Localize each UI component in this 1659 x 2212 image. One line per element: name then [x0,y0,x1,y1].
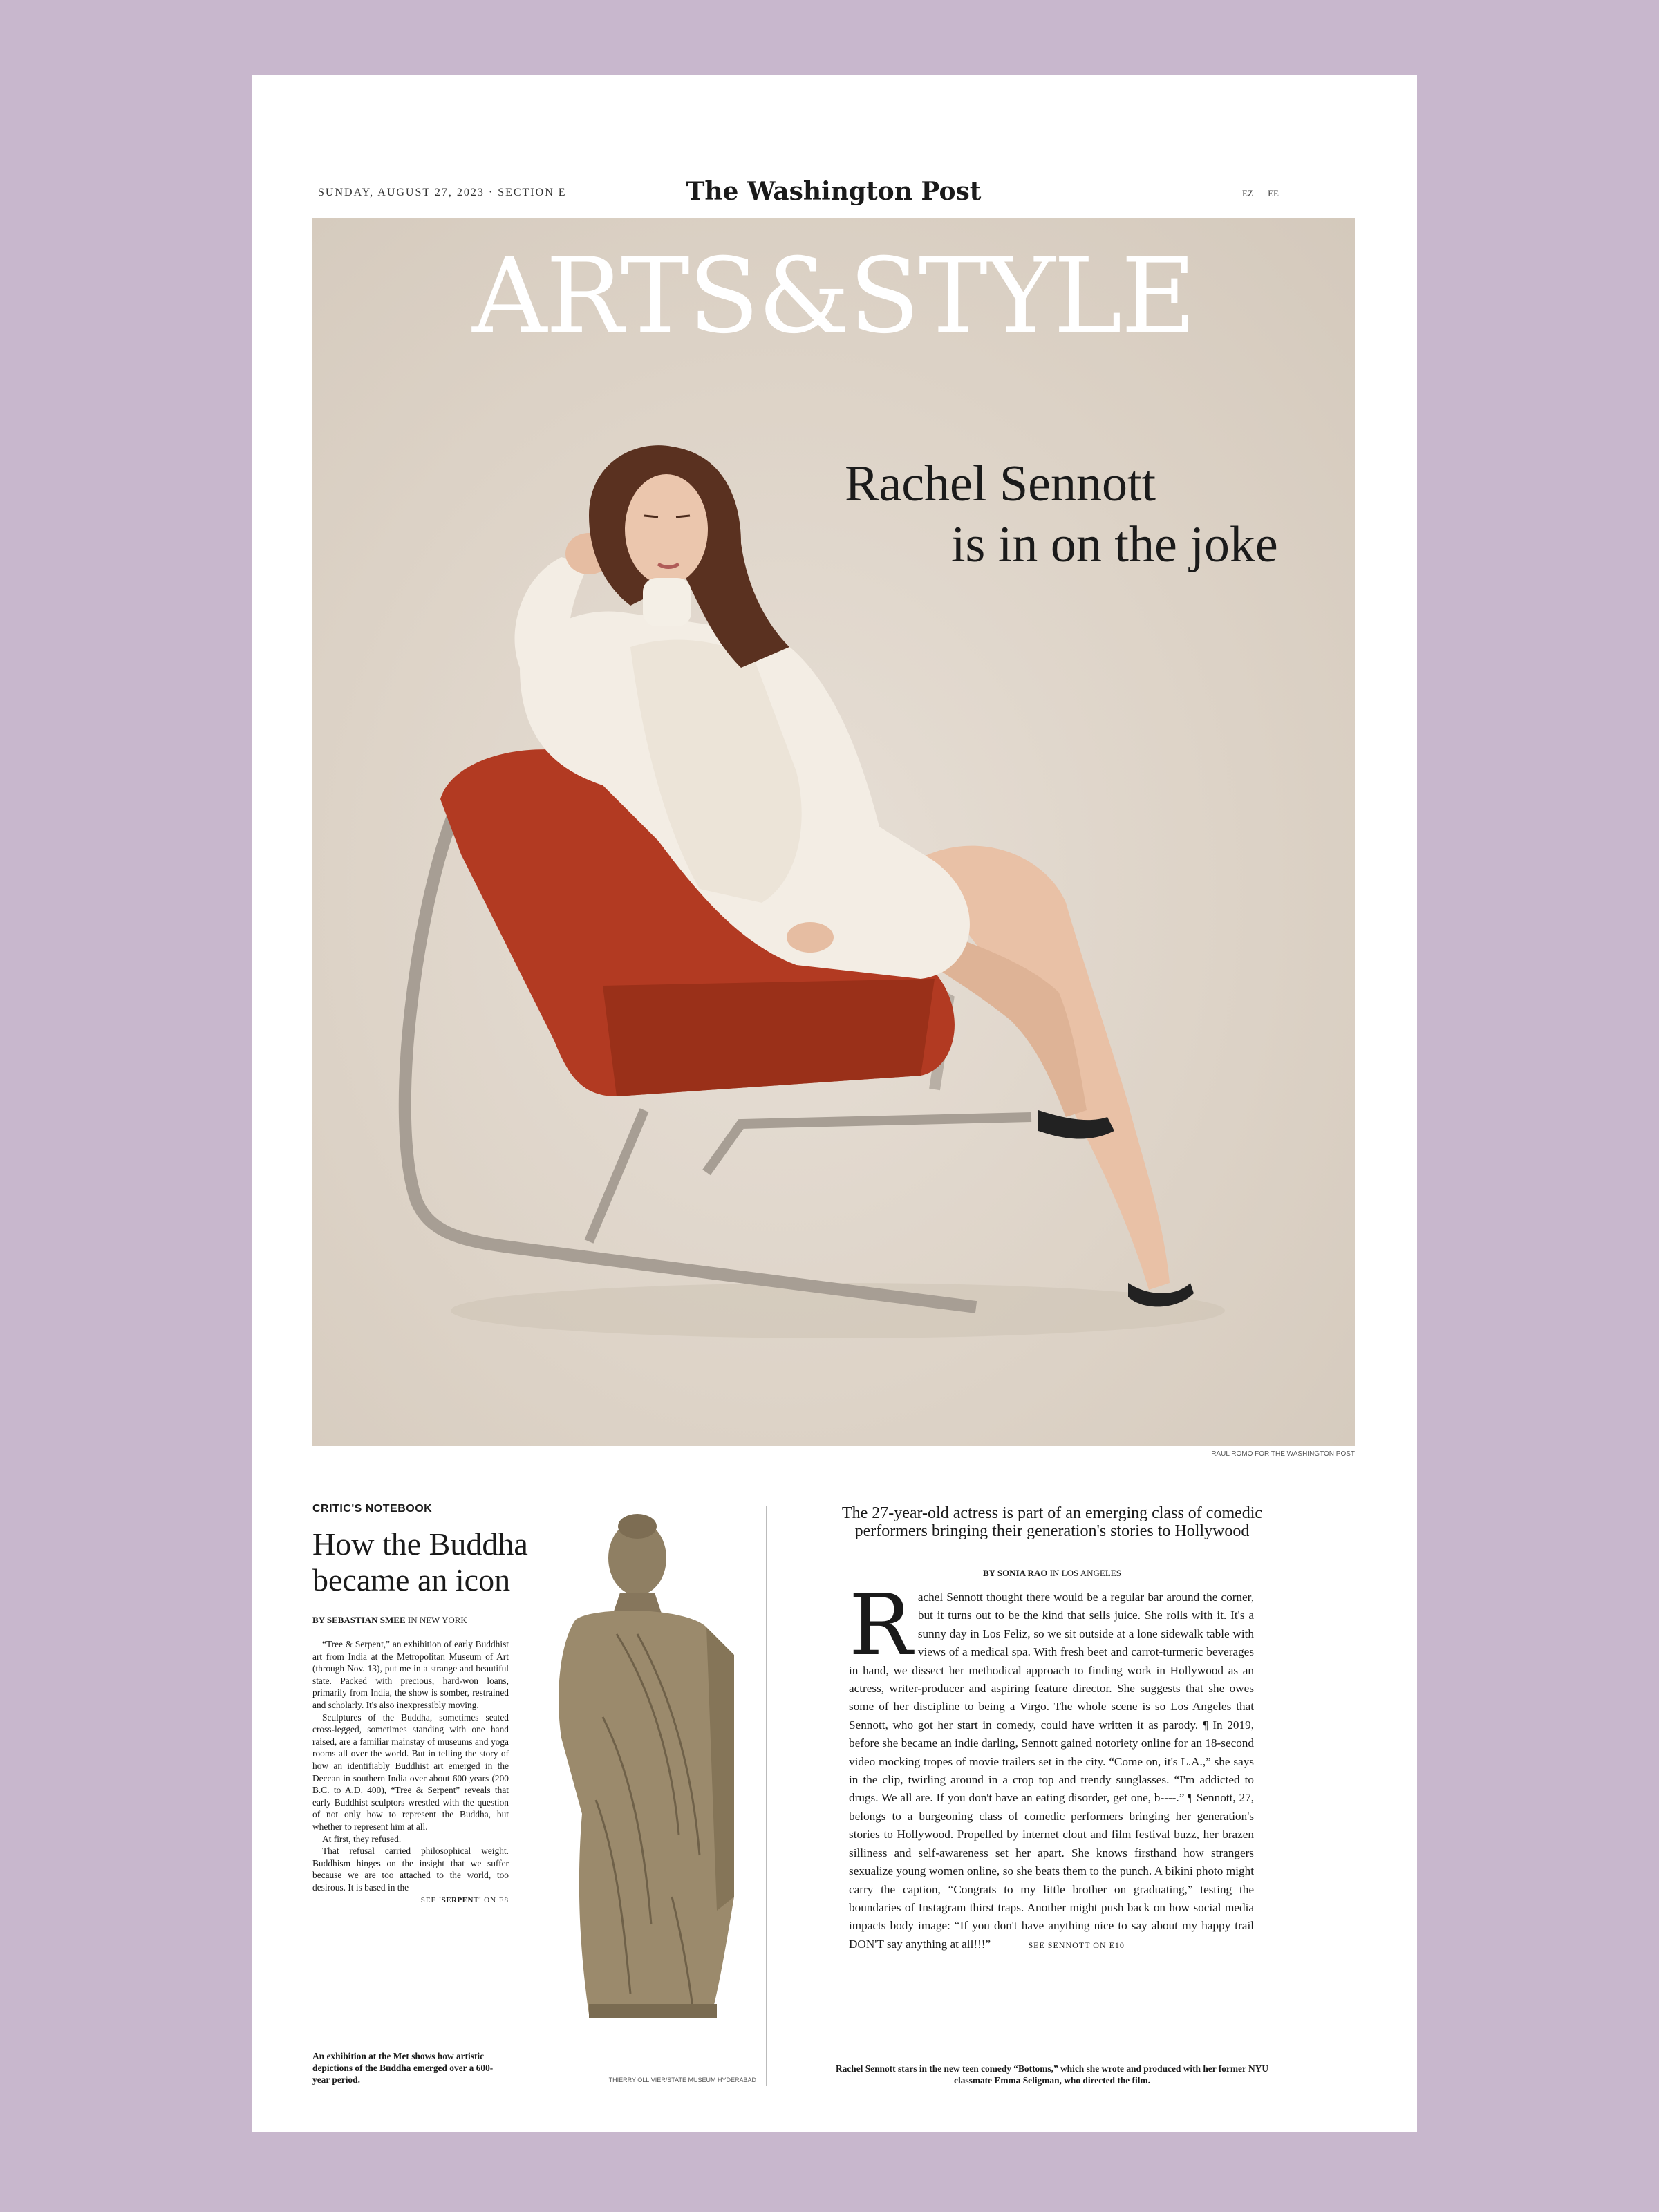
story-caption: An exhibition at the Met shows how artistic depictions of the Buddha emerged over a 600-year period. [312,2051,494,2085]
cover-headline [845,453,1287,575]
jump-prefix: SEE [420,1896,437,1905]
masthead [312,177,1355,212]
main-jump-line[interactable]: SEE SENNOTT ON E10 [1028,1940,1125,1950]
statue-photo-credit: THIERRY OLLIVIER/STATE MUSEUM HYDERABAD [608,2077,756,2083]
buddha-statue-photo [534,1510,769,2042]
story-paragraph: At first, they refused. [322,1833,402,1844]
newspaper-page [252,75,1417,2132]
headline-line-2: is in on the joke [951,516,1278,573]
story-paragraph: “Tree & Serpent,” an exhibition of early Buddhist art from India at the Metropolitan Museum of Art (through Nov. 13), put me in a strange and beautiful state. Packed with precious, hard-won loans, primarily from India, the show is somber, restrained and scholarly. It's also inexpressibly moving. [312,1639,509,1710]
cover-photo [312,218,1355,1446]
newspaper-logo: The Washington Post [686,177,982,206]
jump-suffix: ON E8 [484,1896,509,1905]
story-paragraph: That refusal carried philosophical weight. Buddhism hinges on the insight that we suffer because we are too attached to the world, too desirous. It is based in the [312,1846,509,1893]
buddha-statue-illustration [534,1510,769,2042]
story-deck: The 27-year-old actress is part of an emerging class of comedic performers bringing their generation's stories to Hollywood [841,1504,1263,1540]
byline-location: IN LOS ANGELES [1049,1568,1121,1578]
critics-notebook-story [312,1503,769,2097]
story-paragraph: Sculptures of the Buddha, sometimes seated cross-legged, sometimes standing with one hand raised, are a familiar mainstay of museums and yoga rooms all over the world. But in telling the story of how an identifiably Buddhist art emerged in the Deccan in southern India over about 600 years (200 B.C. to A.D. 400), “Tree & Serpent” reveals that early Buddhist sculptors wrestled with the question of not only how to represent the Buddha, but whether to represent him at all. [312,1712,509,1832]
byline-author: BY SEBASTIAN SMEE [312,1615,406,1625]
headline-line-1: Rachel Sennott [845,456,1156,512]
main-story-text: achel Sennott thought there would be a regular bar around the corner, but it turns out to be the kind that sells juice. She rolls with it. It's a sunny day in Los Feliz, so we sit outside at a lone sidewalk table with views of a medical spa. With fresh beet and carrot-turmeric beverages in hand, we dissect her methodical approach to finding work in Hollywood as an actress, writer-producer and aspiring feature director. She suggests that she owes some of her discipline to being a Virgo. The whole scene is so Los Angeles that Sennott, who got her start in comedy, could have written it as parody. ¶ In 2019, before she became an indie darling, Sennott gained notoriety online for an 18-second video mocking tropes of movie trailers set in the city. “Come on, it's L.A.,” she says in the clip, twirling around in a crop top and trendy sunglasses. “I'm addicted to drugs. We all are. If you don't have an eating disorder, get one, b----.” ¶ Sennott, 27, belongs to a burgeoning class of comedic performers bringing her generation's stories to Hollywood. Propelled by internet clout and film festival buzz, her brazen silliness and self-awareness set her apart. She knows firsthand how strangers sexualize young women online, so she beats them to the punch. A bikini photo might carry the caption, “Congrats to my little brother on graduating,” testing the boundaries of Instagram thirst traps. Another might push back on how social media impacts body image: “If you don't have anything nice to say about my happy trail DON'T say anything at all!!!” [849,1591,1254,1951]
section-title: ARTS&STYLE [472,236,1195,357]
byline-location: IN NEW YORK [407,1615,467,1625]
story-byline [312,1615,467,1626]
photo-credit: RAUL ROMO FOR THE WASHINGTON POST [1211,1450,1355,1458]
main-caption: Rachel Sennott stars in the new teen comedy “Bottoms,” which she wrote and produced with her former NYU classmate Emma Seligman, who directed the film. [835,2063,1269,2086]
main-story-body [849,1576,1254,1954]
story-body [312,1638,509,1907]
column-divider [766,1506,767,2086]
story-kicker: CRITIC'S NOTEBOOK [312,1503,433,1515]
jump-line[interactable] [312,1895,509,1907]
portrait-illustration [312,218,1355,1446]
drop-cap: R [849,1576,912,1674]
jump-target: 'SERPENT' [439,1896,482,1905]
byline-author: BY SONIA RAO [983,1568,1048,1578]
dateline: SUNDAY, AUGUST 27, 2023 · SECTION E [318,187,567,198]
edition-codes: EZ EE [1241,188,1279,198]
story-headline[interactable]: How the Buddha became an icon [312,1526,528,1597]
